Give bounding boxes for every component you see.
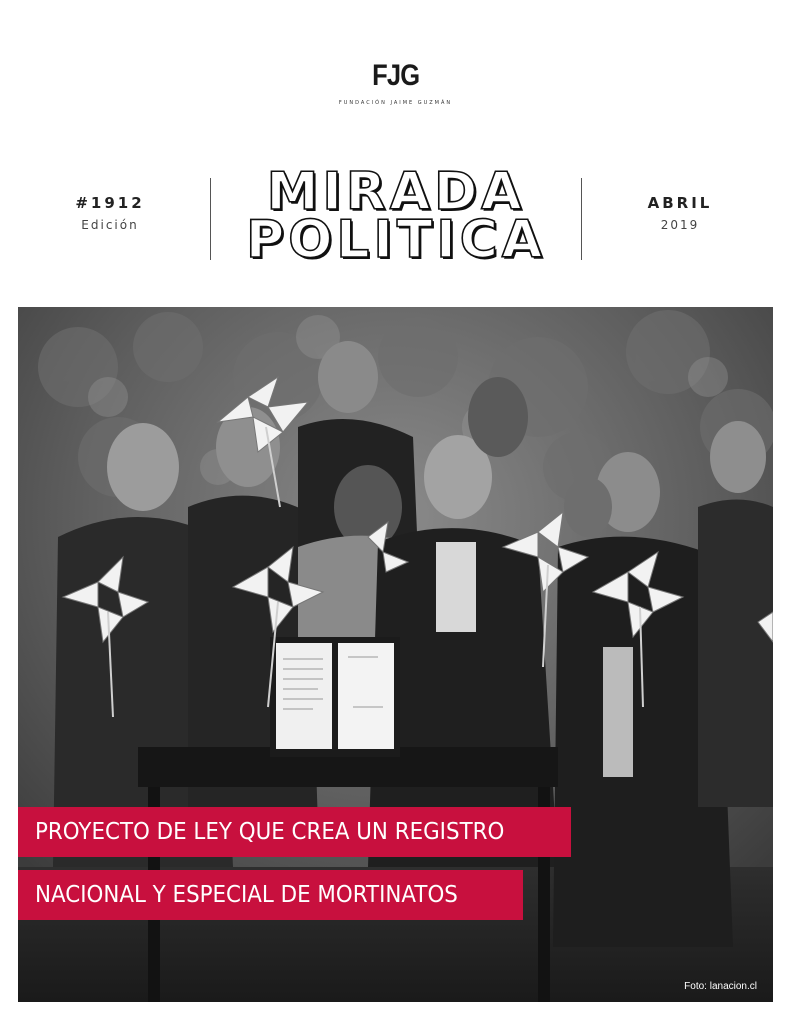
headline-line-1 xyxy=(18,807,571,857)
cover-photo xyxy=(18,307,773,1002)
photo-credit: Foto: lanacion.cl xyxy=(684,981,757,992)
headline-line-2-text: NACIONAL Y ESPECIAL DE MORTINATOS xyxy=(35,882,458,908)
divider-right xyxy=(581,178,582,260)
masthead-line-2: POLITICA xyxy=(245,210,547,270)
edition-number: #1912 xyxy=(75,194,145,212)
foundation-logo xyxy=(0,58,791,106)
logo-subtitle: FUNDACIÓN JAIME GUZMÁN xyxy=(338,100,453,106)
logo-mark: FJG xyxy=(371,59,420,92)
issue-date xyxy=(630,194,730,232)
headline-line-2 xyxy=(18,870,523,920)
masthead-title xyxy=(211,162,581,270)
issue-month: ABRIL xyxy=(647,194,713,212)
edition-label: Edición xyxy=(81,218,139,232)
issue-year: 2019 xyxy=(660,218,700,232)
edition-block xyxy=(60,194,160,232)
masthead-line-1: MIRADA xyxy=(266,162,526,222)
headline-line-1-text: PROYECTO DE LEY QUE CREA UN REGISTRO xyxy=(35,819,505,845)
